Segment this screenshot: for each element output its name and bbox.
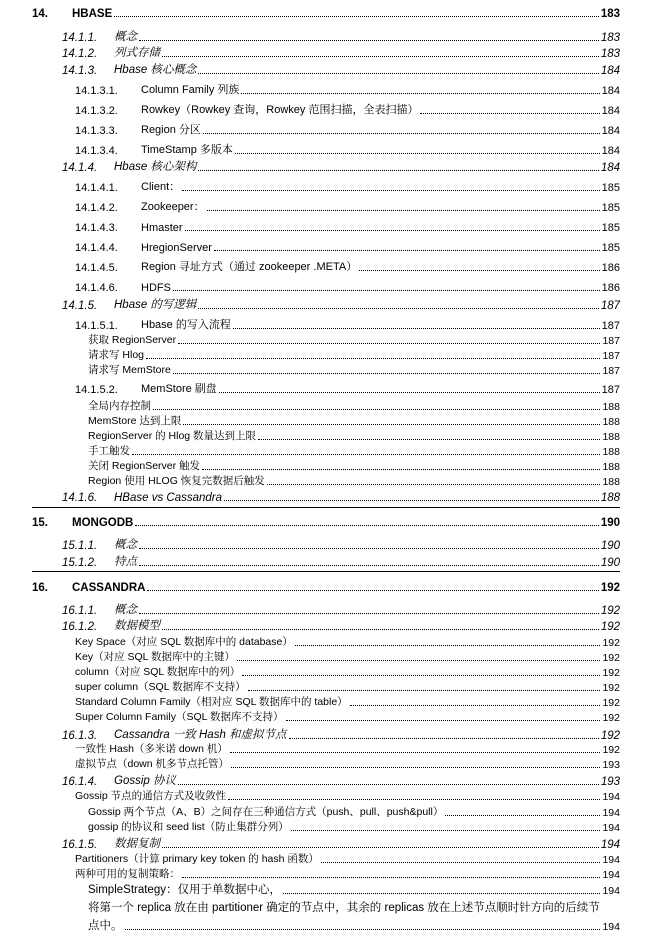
page-number: 185 — [601, 202, 620, 214]
page-number: 192 — [602, 652, 620, 664]
entry-title: Region 寻址方式（通过 zookeeper .META） — [141, 261, 358, 273]
leader-dots — [162, 629, 599, 630]
toc-chapter-entry[interactable] — [32, 513, 620, 529]
entry-number: 14.1.3.3. — [75, 125, 118, 137]
entry-title: Hmaster — [141, 222, 183, 234]
page-number: 194 — [600, 839, 620, 851]
entry-title: Region 使用 HLOG 恢复完数据后触发 — [88, 475, 265, 487]
entry-title: 概念 — [114, 604, 137, 616]
entry-title: Key Space（对应 SQL 数据库中的 database） — [75, 636, 293, 648]
leader-dots — [139, 548, 599, 549]
leader-dots — [233, 328, 600, 329]
section-divider — [32, 507, 620, 508]
entry-title: Partitioners（计算 primary key token 的 hash 函数） — [75, 853, 319, 865]
page-number: 194 — [602, 854, 620, 866]
toc-entry[interactable] — [75, 278, 620, 294]
page-number: 184 — [601, 105, 620, 117]
page-number: 192 — [600, 582, 620, 594]
toc-entry[interactable] — [75, 198, 620, 214]
page-number: 188 — [602, 416, 620, 428]
leader-dots — [283, 893, 600, 894]
leader-dots — [207, 210, 600, 211]
entry-title: HBase vs Cassandra — [114, 492, 223, 504]
page-number: 188 — [602, 446, 620, 458]
paragraph-line-2: 点中。 — [88, 920, 123, 932]
leader-dots — [198, 170, 598, 171]
leader-dots — [198, 308, 598, 309]
toc-section-entry[interactable] — [62, 297, 620, 312]
entry-title: MemStore 刷盘 — [141, 383, 217, 395]
entry-number: 16.1.1. — [62, 605, 98, 617]
entry-number: 15.1.1. — [62, 540, 98, 552]
section-divider — [32, 571, 620, 572]
entry-title: HregionServer — [141, 242, 212, 254]
entry-title: 数据复制 — [114, 838, 160, 850]
page-number: 183 — [600, 8, 620, 20]
leader-dots — [267, 484, 601, 485]
leader-dots — [162, 847, 599, 848]
toc-section-entry[interactable] — [62, 554, 620, 569]
leader-dots — [185, 230, 600, 231]
entry-title: Zookeeper： — [141, 201, 205, 213]
entry-number: 16.1.3. — [62, 730, 98, 742]
page-number: 187 — [601, 384, 620, 396]
toc-entry[interactable] — [75, 258, 620, 274]
leader-dots — [135, 525, 598, 526]
page-number: 192 — [600, 621, 620, 633]
entry-title: 特点 — [114, 556, 137, 568]
leader-dots — [289, 738, 599, 739]
leader-dots — [241, 93, 599, 94]
leader-dots — [178, 343, 600, 344]
entry-number: 16.1.2. — [62, 621, 98, 633]
leader-dots — [219, 392, 600, 393]
leader-dots — [258, 439, 600, 440]
entry-number: 14.1.4.6. — [75, 282, 118, 294]
page-number: 194 — [602, 869, 620, 881]
entry-number: 15.1.2. — [62, 557, 98, 569]
toc-entry[interactable] — [75, 665, 620, 679]
entry-title: column（对应 SQL 数据库中的列） — [75, 666, 241, 678]
toc-chapter-entry[interactable] — [32, 4, 620, 20]
leader-dots — [420, 113, 599, 114]
entry-number: 16.1.4. — [62, 776, 98, 788]
leader-dots — [214, 250, 600, 251]
entry-title: 获取 RegionServer — [88, 334, 177, 346]
page-number: 184 — [600, 162, 620, 174]
leader-dots — [125, 929, 601, 930]
leader-dots — [183, 424, 600, 425]
page-number: 193 — [602, 759, 620, 771]
page-number: 186 — [601, 262, 620, 274]
entry-title: Hbase 的写逻辑 — [114, 299, 197, 311]
entry-number: 14.1.6. — [62, 492, 98, 504]
toc-entry[interactable] — [75, 218, 620, 234]
entry-title: Hbase 核心架构 — [114, 161, 197, 173]
leader-dots — [248, 690, 601, 691]
entry-title: MemStore 达到上限 — [88, 415, 182, 427]
entry-number: 14.1.1. — [62, 32, 98, 44]
entry-title: Rowkey（Rowkey 查询，Rowkey 范围扫描，全表扫描） — [141, 104, 419, 116]
page-number: 183 — [600, 32, 620, 44]
toc-entry[interactable] — [88, 805, 620, 819]
entry-number: 14.1.2. — [62, 48, 98, 60]
entry-number: 14.1.5.1. — [75, 320, 118, 332]
page-number: 186 — [601, 282, 620, 294]
toc-chapter-entry[interactable] — [32, 578, 620, 594]
toc-entry[interactable] — [75, 650, 620, 664]
page-number: 192 — [600, 730, 620, 742]
toc-entry[interactable] — [75, 742, 620, 756]
page-number: 194 — [602, 822, 620, 834]
toc-section-entry[interactable] — [62, 45, 620, 60]
entry-title: 数据模型 — [114, 620, 160, 632]
page-number: 192 — [602, 667, 620, 679]
page-number: 187 — [602, 350, 620, 362]
toc-section-entry[interactable] — [62, 537, 620, 552]
toc-entry[interactable] — [75, 81, 620, 97]
leader-dots — [230, 752, 601, 753]
entry-number: 14.1.3.4. — [75, 145, 118, 157]
entry-title: HBASE — [72, 8, 113, 20]
page-number: 192 — [602, 712, 620, 724]
leader-dots — [173, 373, 601, 374]
toc-entry[interactable] — [75, 710, 620, 724]
entry-title: Gossip 节点的通信方式及收敛性 — [75, 790, 227, 802]
toc-section-entry[interactable] — [62, 602, 620, 617]
leader-dots — [231, 767, 600, 768]
entry-title: TimeStamp 多版本 — [141, 144, 233, 156]
page-number: 187 — [600, 300, 620, 312]
entry-title: Client： — [141, 181, 181, 193]
toc-entry[interactable] — [75, 635, 620, 649]
entry-number: 16. — [32, 582, 48, 594]
entry-title: 关闭 RegionServer 触发 — [88, 460, 201, 472]
toc-entry[interactable] — [88, 882, 620, 897]
page-number: 193 — [600, 776, 620, 788]
page-number: 190 — [600, 540, 620, 552]
leader-dots — [224, 500, 599, 501]
entry-number: 14. — [32, 8, 48, 20]
leader-dots — [173, 290, 600, 291]
toc-entry[interactable] — [88, 820, 620, 834]
leader-dots — [198, 73, 598, 74]
page-number: 190 — [600, 557, 620, 569]
leader-dots — [321, 862, 601, 863]
toc-entry[interactable] — [88, 444, 620, 458]
toc-entry[interactable] — [75, 757, 620, 771]
page-number: 187 — [602, 335, 620, 347]
entry-number: 14.1.4.5. — [75, 262, 118, 274]
toc-entry[interactable] — [88, 414, 620, 428]
page-number: 192 — [602, 682, 620, 694]
entry-title: Gossip 协议 — [114, 775, 176, 787]
page-number: 188 — [602, 431, 620, 443]
entry-number: 14.1.4. — [62, 162, 98, 174]
entry-title: 列式存储 — [114, 47, 160, 59]
page-number: 185 — [601, 242, 620, 254]
toc-section-entry[interactable] — [62, 489, 620, 504]
page-number: 184 — [601, 85, 620, 97]
leader-dots — [139, 613, 599, 614]
entry-title: 虚拟节点（down 机多节点托管） — [75, 758, 230, 770]
leader-dots — [162, 56, 599, 57]
toc-entry[interactable] — [75, 680, 620, 694]
entry-number: 14.1.3. — [62, 65, 98, 77]
toc-entry[interactable] — [75, 101, 620, 117]
entry-number: 14.1.4.2. — [75, 202, 118, 214]
toc-section-entry[interactable] — [62, 773, 620, 788]
entry-title: gossip 的协议和 seed list（防止集群分列） — [88, 821, 289, 833]
entry-title: Cassandra 一致 Hash 和虚拟节点 — [114, 729, 287, 741]
toc-entry[interactable] — [75, 867, 620, 881]
page-number: 184 — [601, 145, 620, 157]
entry-title: Super Column Family（SQL 数据库不支持） — [75, 711, 284, 723]
entry-title: Standard Column Family（相对应 SQL 数据库中的 table） — [75, 696, 348, 708]
entry-number: 14.1.3.2. — [75, 105, 118, 117]
entry-title: 全局内存控制 — [88, 400, 151, 412]
entry-number: 14.1.4.4. — [75, 242, 118, 254]
toc-entry[interactable] — [75, 695, 620, 709]
leader-dots — [139, 40, 599, 41]
leader-dots — [242, 675, 600, 676]
page-number: 192 — [602, 744, 620, 756]
entry-number: 14.1.4.3. — [75, 222, 118, 234]
page-number: 184 — [601, 125, 620, 137]
toc-entry[interactable] — [75, 789, 620, 803]
toc-entry[interactable] — [88, 363, 620, 377]
entry-number: 14.1.5. — [62, 300, 98, 312]
leader-dots — [182, 877, 600, 878]
entry-title: 概念 — [114, 539, 137, 551]
entry-title: 两种可用的复制策略： — [75, 868, 180, 880]
entry-title: Hbase 的写入流程 — [141, 319, 231, 331]
entry-title: 手工触发 — [88, 445, 130, 457]
leader-dots — [114, 16, 599, 17]
toc-entry[interactable] — [88, 459, 620, 473]
entry-title: CASSANDRA — [72, 582, 146, 594]
entry-title: 概念 — [114, 31, 137, 43]
entry-title: Key（对应 SQL 数据库中的主键） — [75, 651, 236, 663]
page-number: 192 — [600, 605, 620, 617]
leader-dots — [295, 645, 601, 646]
entry-title: Column Family 列族 — [141, 84, 240, 96]
entry-title: 一致性 Hash（多米诺 down 机） — [75, 743, 228, 755]
leader-dots — [202, 469, 600, 470]
page-number: 192 — [602, 697, 620, 709]
toc-entry[interactable] — [88, 399, 620, 413]
entry-number: 14.1.4.1. — [75, 182, 118, 194]
entry-title: Hbase 核心概念 — [114, 64, 197, 76]
page-number: 187 — [601, 320, 620, 332]
entry-number: 14.1.5.2. — [75, 384, 118, 396]
leader-dots — [153, 409, 600, 410]
entry-title: Gossip 两个节点（A、B）之间存在三种通信方式（push、pull、push&pull） — [88, 806, 444, 818]
paragraph-line-1: 将第一个 replica 放在由 partitioner 确定的节点中，其余的 replicas 放在上述节点顺时针方向的后续节 — [88, 902, 600, 914]
leader-dots — [286, 720, 601, 721]
entry-title: Region 分区 — [141, 124, 201, 136]
page-number: 194 — [602, 791, 620, 803]
leader-dots — [178, 784, 599, 785]
leader-dots — [146, 358, 600, 359]
entry-title: SimpleStrategy：仅用于单数据中心， — [88, 884, 281, 896]
page-number: 194 — [602, 885, 620, 897]
leader-dots — [359, 270, 599, 271]
leader-dots — [350, 705, 601, 706]
leader-dots — [228, 799, 600, 800]
leader-dots — [203, 133, 600, 134]
toc-entry[interactable] — [88, 333, 620, 347]
toc-section-entry[interactable] — [62, 618, 620, 633]
leader-dots — [139, 565, 599, 566]
page-number: 190 — [600, 517, 620, 529]
leader-dots — [445, 815, 600, 816]
page-number: 192 — [602, 637, 620, 649]
toc-entry[interactable] — [75, 316, 620, 332]
toc-section-entry[interactable] — [62, 836, 620, 851]
page-number: 185 — [601, 222, 620, 234]
toc-entry[interactable] — [88, 429, 620, 443]
toc-entry[interactable] — [88, 348, 620, 362]
entry-title: 请求写 MemStore — [88, 364, 171, 376]
page-number: 194 — [602, 921, 620, 933]
toc-entry[interactable] — [75, 852, 620, 866]
leader-dots — [182, 190, 600, 191]
page-number: 188 — [602, 476, 620, 488]
entry-number: 15. — [32, 517, 48, 529]
toc-entry[interactable] — [88, 474, 620, 488]
entry-title: MONGODB — [72, 517, 134, 529]
entry-title: RegionServer 的 Hlog 数量达到上限 — [88, 430, 257, 442]
toc-section-entry[interactable] — [62, 62, 620, 77]
toc-entry[interactable] — [75, 141, 620, 157]
toc-section-entry[interactable] — [62, 727, 620, 742]
page-number: 184 — [600, 65, 620, 77]
toc-entry[interactable] — [75, 380, 620, 396]
toc-entry[interactable] — [75, 178, 620, 194]
toc-section-entry[interactable] — [62, 29, 620, 44]
entry-title: super column（SQL 数据库不支持） — [75, 681, 246, 693]
entry-number: 16.1.5. — [62, 839, 98, 851]
entry-number: 14.1.3.1. — [75, 85, 118, 97]
toc-entry[interactable] — [75, 238, 620, 254]
entry-title: HDFS — [141, 282, 171, 294]
page-number: 188 — [600, 492, 620, 504]
page-number: 188 — [602, 401, 620, 413]
leader-dots — [132, 454, 600, 455]
leader-dots — [291, 830, 601, 831]
page-number: 183 — [600, 48, 620, 60]
leader-dots — [237, 660, 600, 661]
page-number: 188 — [602, 461, 620, 473]
page-number: 194 — [602, 807, 620, 819]
page-number: 185 — [601, 182, 620, 194]
entry-title: 请求写 Hlog — [88, 349, 145, 361]
leader-dots — [147, 590, 598, 591]
toc-section-entry[interactable] — [62, 159, 620, 174]
leader-dots — [235, 153, 600, 154]
toc-entry[interactable] — [75, 121, 620, 137]
page-number: 187 — [602, 365, 620, 377]
